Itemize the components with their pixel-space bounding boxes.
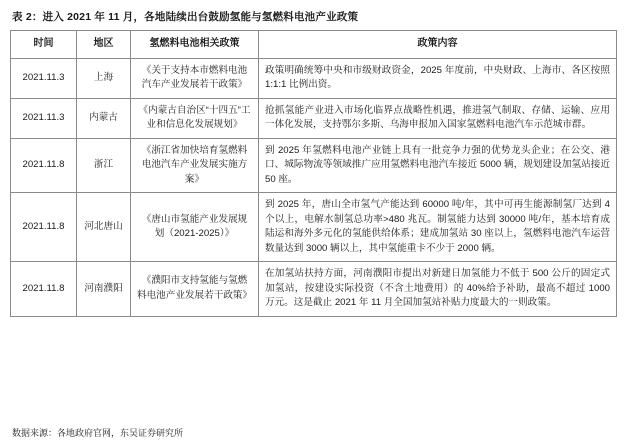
column-header-area: 地区 [77, 31, 131, 59]
cell-area: 浙江 [77, 138, 131, 193]
table-row [11, 262, 617, 317]
cell-content: 政策明确统筹中央和市级财政资金，2025 年度前，中央财政、上海市、各区按照 1:1:1 比例出资。 [259, 58, 617, 98]
cell-area: 河北唐山 [77, 193, 131, 262]
column-header-time: 时间 [11, 31, 77, 59]
cell-area: 上海 [77, 58, 131, 98]
cell-time: 2021.11.8 [11, 138, 77, 193]
cell-policy: 《濮阳市支持氢能与氢燃料电池产业发展若干政策》 [131, 262, 259, 317]
cell-policy: 《唐山市氢能产业发展规划（2021-2025）》 [131, 193, 259, 262]
cell-time: 2021.11.3 [11, 98, 77, 138]
cell-content: 抢抓氢能产业进入市场化临界点战略性机遇，推进氢气制取、存储、运输、应用一体化发展，支持鄂尔多斯、乌海申报加入国家氢燃料电池汽车示范城市群。 [259, 98, 617, 138]
source-note: 数据来源：各地政府官网，东吴证券研究所 [12, 428, 184, 438]
cell-content: 到 2025 年，唐山全市氢气产能达到 60000 吨/年，其中可再生能源制氢厂达到 4 个以上，电解水制氢总功率>480 兆瓦。制氢能力达到 30000 吨/年，基本培育成陆运和海外多元化的氢能供给体系；建成加氢站 30 座以上，氢燃料电池汽车运营数量达到 3000 辆以上，其中氢能重卡不少于 2000 辆。 [259, 193, 617, 262]
table-row [11, 98, 617, 138]
table-row [11, 58, 617, 98]
cell-area: 内蒙古 [77, 98, 131, 138]
cell-content: 在加氢站扶持方面，河南濮阳市提出对新建日加氢能力不低于 500 公斤的固定式加氢站，按建设实际投资（不含土地费用）的 40%给予补助，最高不超过 1000 万元。这是截止 2021 年 11 月全国加氢站补贴力度最大的一则政策。 [259, 262, 617, 317]
cell-policy: 《内蒙古自治区“十四五”工业和信息化发展规划》 [131, 98, 259, 138]
table-header-row [11, 31, 617, 59]
table-caption: 表 2：进入 2021 年 11 月，各地陆续出台鼓励氢能与氢燃料电池产业政策 [12, 11, 359, 23]
table-row [11, 138, 617, 193]
cell-policy: 《浙江省加快培育氢燃料电池汽车产业发展实施方案》 [131, 138, 259, 193]
cell-area: 河南濮阳 [77, 262, 131, 317]
cell-time: 2021.11.8 [11, 262, 77, 317]
cell-time: 2021.11.3 [11, 58, 77, 98]
table-row [11, 193, 617, 262]
column-header-policy: 氢燃料电池相关政策 [131, 31, 259, 59]
cell-policy: 《关于支持本市燃料电池汽车产业发展若干政策》 [131, 58, 259, 98]
cell-content: 到 2025 年氢燃料电池产业链上具有一批竞争力强的优势龙头企业；在公交、港口、城际物流等领域推广应用氢燃料电池汽车接近 5000 辆，规划建设加氢站接近 50 座。 [259, 138, 617, 193]
cell-time: 2021.11.8 [11, 193, 77, 262]
policy-table [10, 30, 617, 317]
column-header-content: 政策内容 [259, 31, 617, 59]
